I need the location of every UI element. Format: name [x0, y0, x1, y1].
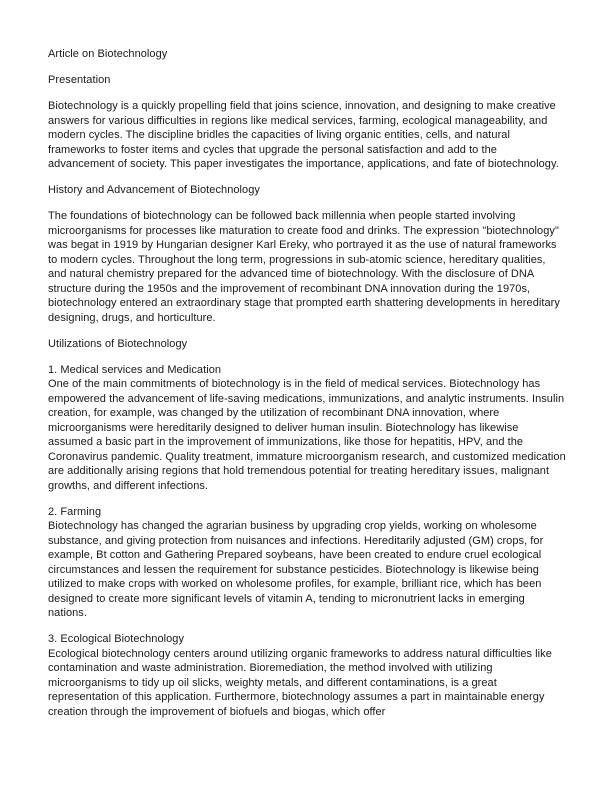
- heading-1-medical-services-and-medication: 1. Medical services and Medication: [48, 363, 222, 376]
- heading-utilizations: Utilizations of Biotechnology: [48, 337, 188, 350]
- heading-2-farming: 2. Farming: [48, 505, 102, 518]
- paragraph-ecological-biotechnology: Ecological biotechnology centers around utilizing organic frameworks to address natural difficulties like contamination and waste administration. Bioremediation, the method involved with utilizing microorganisms to tidy up oil slicks, weighty metals, and different contaminations, is a great representation of this application. Furthermore, biotechnology assumes a part in maintainable energy creation through the improvement of biofuels and biogas, which offer: [48, 647, 556, 718]
- paragraph-medical-services-and-medication: One of the main commitments of biotechnology is in the field of medical services. Biotechnology has empowered the advancement of life-saving medications, immunizations, and analytic instruments. Insulin creation, for example, was changed by the utilization of recombinant DNA innovation, where microorganisms were hereditarily designed to deliver human insulin. Biotechnology has likewise assumed a basic part in the improvement of immunizations, like those for hepatitis, HPV, and the Coronavirus pandemic. Quality treatment, immature microorganism research, and customized medication are additionally arising regions that hold tremendous potential for treating hereditary issues, malignant growths, and different infections.: [48, 378, 569, 492]
- document-title: Article on Biotechnology: [48, 48, 168, 60]
- heading-presentation: Presentation: [48, 74, 111, 86]
- heading-3-ecological-biotechnology: 3. Ecological Biotechnology: [48, 633, 185, 645]
- document-body: [48, 47, 569, 719]
- paragraph-history-and-advancement: The foundations of biotechnology can be followed back millennia when people started involving microorganisms for processes like maturation to create food and drinks. The expression "biotechnology" was begat in 1919 by Hungarian designer Karl Ereky, who portrayed it as the use of natural frameworks to modern cycles. Throughout the long term, progressions in sub-atomic science, hereditary qualities, and natural chemistry prepared for the advanced time of biotechnology. With the disclosure of DNA structure during the 1950s and the improvement of recombinant DNA innovation during the 1970s, biotechnology entered an extraordinary stage that prompted earth shattering developments in hereditary designing, drugs, and horticulture.: [48, 210, 564, 324]
- paragraph-presentation: Biotechnology is a quickly propelling field that joins science, innovation, and designing to make creative answers for various difficulties in regions like medical services, farming, ecological manageability, and modern cycles. The discipline bridles the capacities of living organic entities, cells, and natural frameworks to foster items and cycles that upgrade the personal satisfaction and add to the advancement of society. This paper investigates the importance, applications, and fate of biotechnology.: [48, 100, 559, 170]
- heading-history-and-advancement: History and Advancement of Biotechnology: [48, 184, 260, 196]
- paragraph-farming: Biotechnology has changed the agrarian business by upgrading crop yields, working on wholesome substance, and giving protection from nuisances and infections. Hereditarily adjusted (GM) crops, for example, Bt cotton and Gathering Prepared soybeans, have been created to endure cruel ecological circumstances and lessen the requirement for substance pesticides. Biotechnology is likewise being utilized to make crops with worked on wholesome profiles, for example, brilliant rice, which has been designed to create more significant levels of vitamin A, tending to micronutrient lacks in emerging nations.: [48, 520, 547, 619]
